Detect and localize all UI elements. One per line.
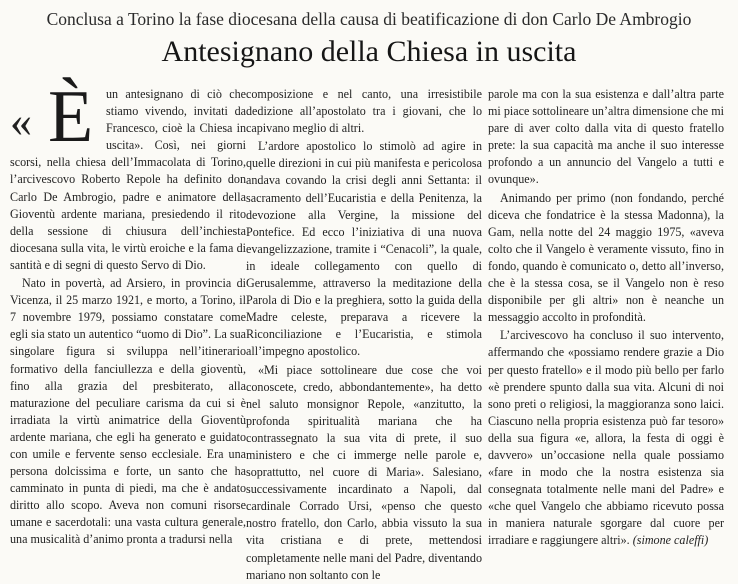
paragraph: parole ma con la sua esistenza e dall’altra parte mi piace sottolineare un’altra dimensione che mi pare di aver colto dalla vita di questo fratello prete: la sua capacità ma anche il suo interesse profondo a un annuncio del Vangelo a tutti e ovunque».: [488, 87, 724, 187]
article-column-3: [488, 86, 724, 550]
paragraph: un antesignano di ciò che stiamo vivendo, invitati da Francesco, cioè la Chiesa in uscita». Così, nei giorni scorsi, nella chiesa dell’Immacolata di Torino, l’arcivescovo Roberto Repole ha definito don Carlo De Ambrogio, padre e animatore della Gioventù ardente mariana, presiedendo il rito della sessione di chiusura dell’inchiesta diocesana sulla vita, le virtù eroiche e la fama di santità e di segni di questo Servo di Dio.: [10, 87, 246, 272]
dropcap-quote: «: [10, 97, 32, 146]
dropcap-letter: È: [48, 76, 94, 158]
article-column-2: [246, 86, 482, 584]
author-signature: (simone caleffi): [632, 533, 709, 548]
article-kicker: Conclusa a Torino la fase diocesana della causa di beatificazione di don Carlo De Ambrogio: [46, 9, 692, 29]
paragraph: [488, 327, 724, 549]
paragraph-text: L’arcivescovo ha concluso il suo intervento, affermando che «possiamo rendere grazie a Dio per questo fratello» e il modo più bello per farlo «è prendere spunto dalla sua vita. Alcuni di noi sono preti o religiosi, la maggioranza sono laici. Ciascuno nella propria esistenza può far tesoro» della sua figura «e, allora, la festa di oggi è davvero» un’occasione nella quale possiamo «fare in modo che la nostra esistenza sia consegnata totalmente nelle mani del Padre» e «che quel Vangelo che abbiamo ricevuto possa in maniera naturale sgorgare dal cuore per irradiare e raggiungere altri».: [488, 328, 724, 548]
paragraph: Nato in povertà, ad Arsiero, in provincia di Vicenza, il 25 marzo 1921, e morto, a Torino, il 7 novembre 1979, possiamo constatare come egli sia stato un autentico “uomo di Dio”. La sua singolare figura si sviluppa nell’itinerario formativo della fanciullezza e della gioventù, fino alla grazia del presbiterato, alla maturazione del peculiare carisma da cui si è irradiata la virtù animatrice della Gioventù ardente mariana, che egli ha generato e guidato con umile e fervente senso ecclesiale. Era una persona dolcissima e forte, un santo che ha camminato in punta di piedi, ma che è andato diritto allo scopo. Aveva non comuni risorse umane e sacerdotali: una vasta cultura generale, una musicalità d’animo pronta a tradursi nella: [10, 276, 246, 547]
article-column-1: [10, 76, 246, 549]
paragraph: composizione e nel canto, una irresistibile dedizione all’apostolato tra i giovani, che lo capivano meglio di altri.: [246, 87, 482, 136]
paragraph: L’ardore apostolico lo stimolò ad agire in quelle direzioni in cui più manifesta e pericolosa andava covando la crisi degli anni Settanta: il sacramento dell’Eucaristia e della Penitenza, la devozione alla Vergine, la missione del Pontefice. Ed ecco l’iniziativa di una nuova evangelizzazione, tramite i “Cenacoli”, la quale, in ideale collegamento con quello di Gerusalemme, attraverso la meditazione della Parola di Dio e la preghiera, sotto la guida della Madre celeste, preparava a ricevere la Riconciliazione e l’Eucaristia, e stimola all’impegno apostolico.: [246, 139, 482, 359]
dropcap: [10, 76, 102, 158]
paragraph: Animando per primo (non fondando, perché diceva che fondatrice è la stessa Madonna), la Gam, nella notte del 24 maggio 1975, «aveva colto che il Vangelo è veramente vissuto, fino in fondo, quando è comunicato o, detto all’inverso, che è la stessa cosa, se il Vangelo non è reso disponibile per gli altri» non è neanche un messaggio accolto in profondità.: [488, 190, 724, 325]
article-headline: Antesignano della Chiesa in uscita: [161, 35, 577, 68]
paragraph: «Mi piace sottolineare due cose che voi conoscete, credo, abbondantemente», ha detto nel saluto monsignor Repole, «anzitutto, la profonda spiritualità mariana che ha contrassegnato la sua vita di prete, il suo ministero e che ci immerge nelle parole e, soprattutto, nel cuore di Maria». Salesiano, successivamente incardinato a Napoli, dal cardinale Corrado Ursi, «penso che questo nostro fratello, don Carlo, abbia vissuto la sua vita cristiana e di prete, mettendosi completamente nelle mani del Padre, diventando mariano non soltanto con le: [246, 362, 482, 582]
